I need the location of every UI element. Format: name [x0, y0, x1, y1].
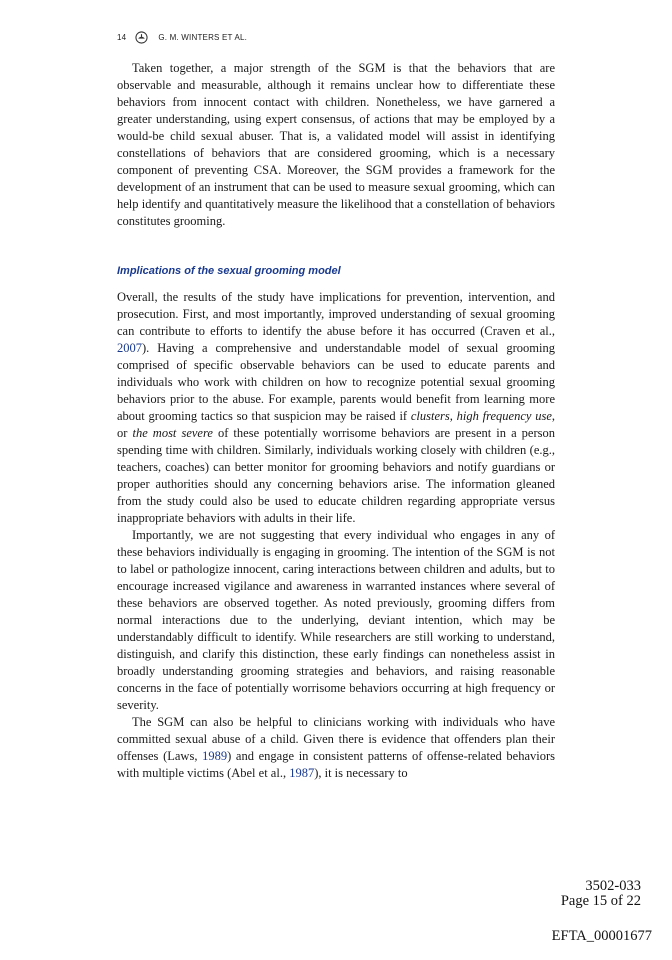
text-span: Overall, the results of the study have implications for prevention, intervention, and prosecution. First, and most importantly, improved understanding of sexual grooming can contribute to efforts to identify the abuse before it has occurred (Craven et al.,	[117, 290, 555, 338]
page-of-label: Page 15 of 22	[560, 893, 641, 909]
journal-logo-icon	[135, 31, 148, 44]
bates-number: EFTA_00001677	[551, 928, 652, 944]
citation-link[interactable]: 2007	[117, 341, 142, 355]
text-span: , or	[117, 409, 555, 440]
citation-link[interactable]: 1987	[289, 766, 315, 780]
running-authors: G. M. WINTERS ET AL.	[158, 33, 248, 42]
text-span: of these potentially worrisome behaviors are present in a person spending time with children. Similarly, individuals working closely with children (e.g., teachers, coaches) can better monitor for grooming behaviors and notify guardians or proper authorities should any concerning behaviors arise. The information gleaned from the study could also be used to educate children regarding appropriate versus inappropriate behaviors with adults in their life.	[117, 426, 555, 525]
paragraph-1: Taken together, a major strength of the SGM is that the behaviors that are observable and measurable, although it remains unclear how to differentiate these behaviors from innocent contact with children. Nonetheless, we have garnered a greater understanding, using expert consensus, of actions that may be employed by a would-be child sexual abuser. That is, a validated model will assist in identifying constellations of behaviors that are considered grooming, which is a necessary component of preventing CSA. Moreover, the SGM provides a framework for the development of an instrument that can be used to measure sexual grooming, which can help identify and quantitatively measure the likelihood that a constellation of behaviors constitutes grooming.	[117, 61, 555, 228]
emphasis: the most severe	[132, 426, 213, 440]
text-span: ) and engage in consistent patterns of offense-related behaviors with multiple victims (Abel et al.,	[117, 749, 555, 780]
paragraph-4	[117, 714, 555, 782]
article-body	[117, 60, 555, 782]
case-number: 3502-033	[585, 878, 641, 894]
paragraph-3: Importantly, we are not suggesting that every individual who engages in any of these behaviors individually is engaging in grooming. The intention of the SGM is not to label or pathologize innocent, caring interactions between children and adults, but to encourage increased vigilance and awareness in warranted instances where several of these behaviors are observed together. As noted previously, grooming differs from normal interactions due to the underlying, deviant intention, which may be understandably difficult to identify. While researchers are still working to understand, distinguish, and clarify this distinction, these early findings can nonetheless assist in broadly understanding grooming strategies and behaviors, and raising reasonable concerns in the face of potentially worrisome behaviors occurring at high frequency or severity.	[117, 528, 555, 712]
section-heading: Implications of the sexual grooming model	[117, 265, 341, 277]
text-span: ), it is necessary to	[314, 766, 408, 780]
citation-link[interactable]: 1989	[202, 749, 228, 763]
page-number: 14	[117, 33, 127, 42]
running-header	[117, 31, 247, 44]
text-span: ). Having a comprehensive and understandable model of sexual grooming comprised of specific observable behaviors can be used to educate parents and individuals who work with children on how to recognize potential sexual grooming behaviors prior to the abuse. For example, parents would benefit from learning more about grooming tactics so that suspicion may be raised if	[117, 341, 555, 423]
text-span: The SGM can also be helpful to clinicians working with individuals who have committed sexual abuse of a child. Given there is evidence that offenders plan their offenses (Laws,	[117, 715, 555, 763]
emphasis: clusters, high frequency use	[410, 409, 552, 423]
paragraph-2	[117, 289, 555, 527]
